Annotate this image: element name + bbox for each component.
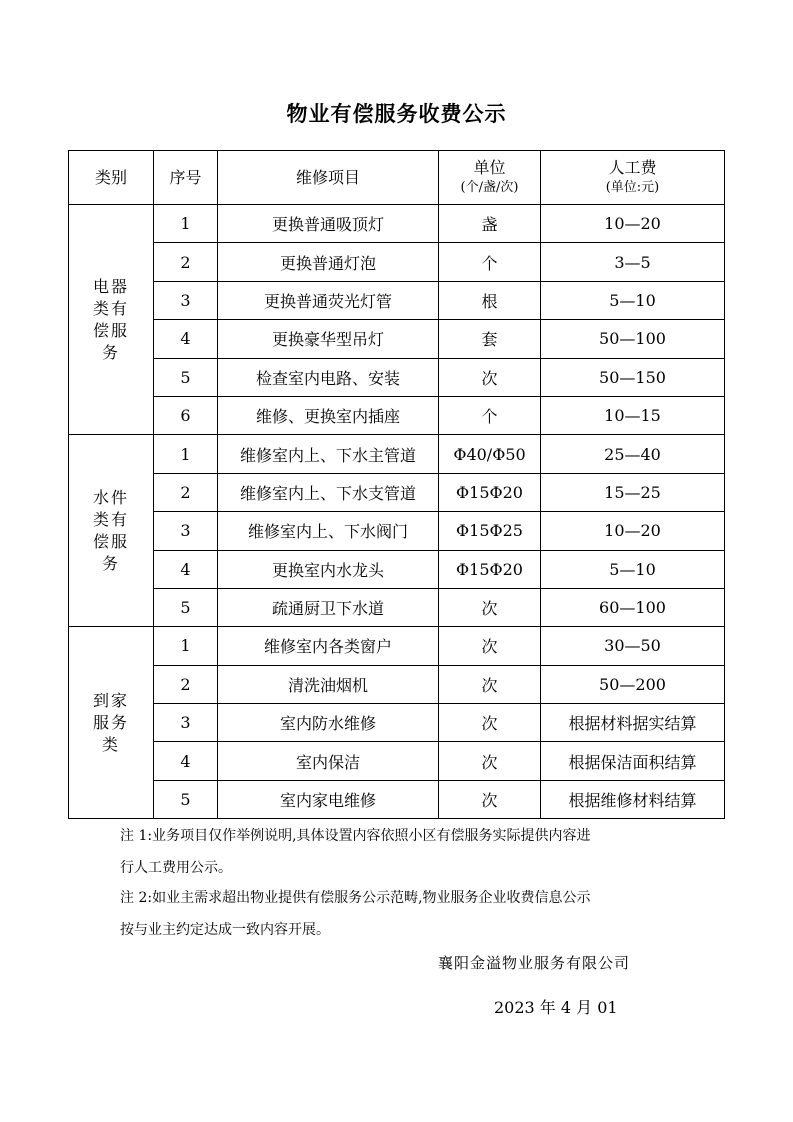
unit-cell: Φ15Φ25 xyxy=(439,512,541,550)
item-cell: 更换普通荧光灯管 xyxy=(218,281,439,319)
item-cell: 维修室内上、下水主管道 xyxy=(218,435,439,473)
table-row xyxy=(69,742,725,780)
note-2-line-2: 按与业主约定达成一致内容开展。 xyxy=(120,922,330,938)
fee-cell: 10—20 xyxy=(541,205,725,243)
table-row xyxy=(69,396,725,434)
header-unit-sub: (个/盏/次) xyxy=(460,179,519,195)
table-row xyxy=(69,550,725,588)
seq-cell: 2 xyxy=(154,473,218,511)
item-cell: 维修室内上、下水支管道 xyxy=(218,473,439,511)
item-cell: 室内家电维修 xyxy=(218,780,439,818)
unit-cell: Φ15Φ20 xyxy=(439,550,541,588)
table-row xyxy=(69,588,725,626)
unit-cell: 根 xyxy=(439,281,541,319)
unit-cell: 次 xyxy=(439,780,541,818)
seq-cell: 1 xyxy=(154,627,218,665)
fee-cell: 根据维修材料结算 xyxy=(541,780,725,818)
seq-cell: 3 xyxy=(154,704,218,742)
unit-cell: 个 xyxy=(439,243,541,281)
table-row xyxy=(69,243,725,281)
category-label: 水件类有偿服务 xyxy=(92,487,129,573)
header-fee-sub: (单位:元) xyxy=(605,179,660,195)
fee-cell: 5—10 xyxy=(541,550,725,588)
fee-cell: 50—200 xyxy=(541,665,725,703)
fee-cell: 3—5 xyxy=(541,243,725,281)
fee-cell: 15—25 xyxy=(541,473,725,511)
table-row xyxy=(69,358,725,396)
category-cell xyxy=(69,435,154,627)
header-unit-label: 单位 xyxy=(473,157,506,177)
item-cell: 更换室内水龙头 xyxy=(218,550,439,588)
fee-cell: 60—100 xyxy=(541,588,725,626)
item-cell: 更换豪华型吊灯 xyxy=(218,320,439,358)
seq-cell: 4 xyxy=(154,550,218,588)
unit-cell: 次 xyxy=(439,742,541,780)
header-fee xyxy=(541,151,725,205)
header-seq: 序号 xyxy=(154,151,218,205)
unit-cell: 套 xyxy=(439,320,541,358)
table-row xyxy=(69,665,725,703)
seq-cell: 5 xyxy=(154,780,218,818)
fee-cell: 10—20 xyxy=(541,512,725,550)
item-cell: 室内保洁 xyxy=(218,742,439,780)
seq-cell: 3 xyxy=(154,281,218,319)
table-row xyxy=(69,512,725,550)
table-row xyxy=(69,627,725,665)
table-row xyxy=(69,281,725,319)
unit-cell: 盏 xyxy=(439,205,541,243)
table-row xyxy=(69,320,725,358)
unit-cell: 次 xyxy=(439,665,541,703)
note-1-line-2: 行人工费用公示。 xyxy=(120,860,232,876)
item-cell: 维修、更换室内插座 xyxy=(218,396,439,434)
category-cell xyxy=(69,205,154,435)
item-cell: 室内防水维修 xyxy=(218,704,439,742)
unit-cell: Φ40/Φ50 xyxy=(439,435,541,473)
table-row xyxy=(69,704,725,742)
header-category: 类别 xyxy=(69,151,154,205)
issue-date: 2023 年 4 月 01 xyxy=(494,998,618,1017)
seq-cell: 3 xyxy=(154,512,218,550)
seq-cell: 4 xyxy=(154,320,218,358)
item-cell: 更换普通灯泡 xyxy=(218,243,439,281)
unit-cell: 次 xyxy=(439,704,541,742)
seq-cell: 6 xyxy=(154,396,218,434)
fee-cell: 25—40 xyxy=(541,435,725,473)
category-cell xyxy=(69,627,154,819)
page-title: 物业有偿服务收费公示 xyxy=(286,102,507,126)
table-row xyxy=(69,205,725,243)
seq-cell: 4 xyxy=(154,742,218,780)
fee-cell: 5—10 xyxy=(541,281,725,319)
seq-cell: 5 xyxy=(154,588,218,626)
header-fee-label: 人工费 xyxy=(608,157,657,177)
note-2-line-1: 注 2:如业主需求超出物业提供有偿服务公示范畴,物业服务企业收费信息公示 xyxy=(120,890,591,906)
fee-cell: 根据材料据实结算 xyxy=(541,704,725,742)
table-row xyxy=(69,780,725,818)
table-row xyxy=(69,473,725,511)
note-2 xyxy=(120,882,680,946)
category-label: 电器类有偿服务 xyxy=(92,276,129,362)
header-unit xyxy=(439,151,541,205)
unit-cell: 个 xyxy=(439,396,541,434)
fee-cell: 根据保洁面积结算 xyxy=(541,742,725,780)
item-cell: 维修室内各类窗户 xyxy=(218,627,439,665)
seq-cell: 2 xyxy=(154,665,218,703)
unit-cell: 次 xyxy=(439,358,541,396)
seq-cell: 1 xyxy=(154,435,218,473)
company-name: 襄阳金溢物业服务有限公司 xyxy=(438,954,631,972)
seq-cell: 1 xyxy=(154,205,218,243)
seq-cell: 2 xyxy=(154,243,218,281)
item-cell: 维修室内上、下水阀门 xyxy=(218,512,439,550)
note-1 xyxy=(120,820,680,884)
item-cell: 清洗油烟机 xyxy=(218,665,439,703)
fee-cell: 50—150 xyxy=(541,358,725,396)
note-1-line-1: 注 1:业务项目仅作举例说明,具体设置内容依照小区有偿服务实际提供内容进 xyxy=(120,828,591,844)
item-cell: 疏通厨卫下水道 xyxy=(218,588,439,626)
unit-cell: 次 xyxy=(439,627,541,665)
unit-cell: 次 xyxy=(439,588,541,626)
fee-cell: 50—100 xyxy=(541,320,725,358)
item-cell: 更换普通吸顶灯 xyxy=(218,205,439,243)
seq-cell: 5 xyxy=(154,358,218,396)
unit-cell: Φ15Φ20 xyxy=(439,473,541,511)
header-item: 维修项目 xyxy=(218,151,439,205)
category-label: 到家服务类 xyxy=(92,690,129,754)
table-header-row xyxy=(69,151,725,205)
fee-table xyxy=(68,150,725,819)
fee-cell: 10—15 xyxy=(541,396,725,434)
table-row xyxy=(69,435,725,473)
fee-cell: 30—50 xyxy=(541,627,725,665)
item-cell: 检查室内电路、安装 xyxy=(218,358,439,396)
